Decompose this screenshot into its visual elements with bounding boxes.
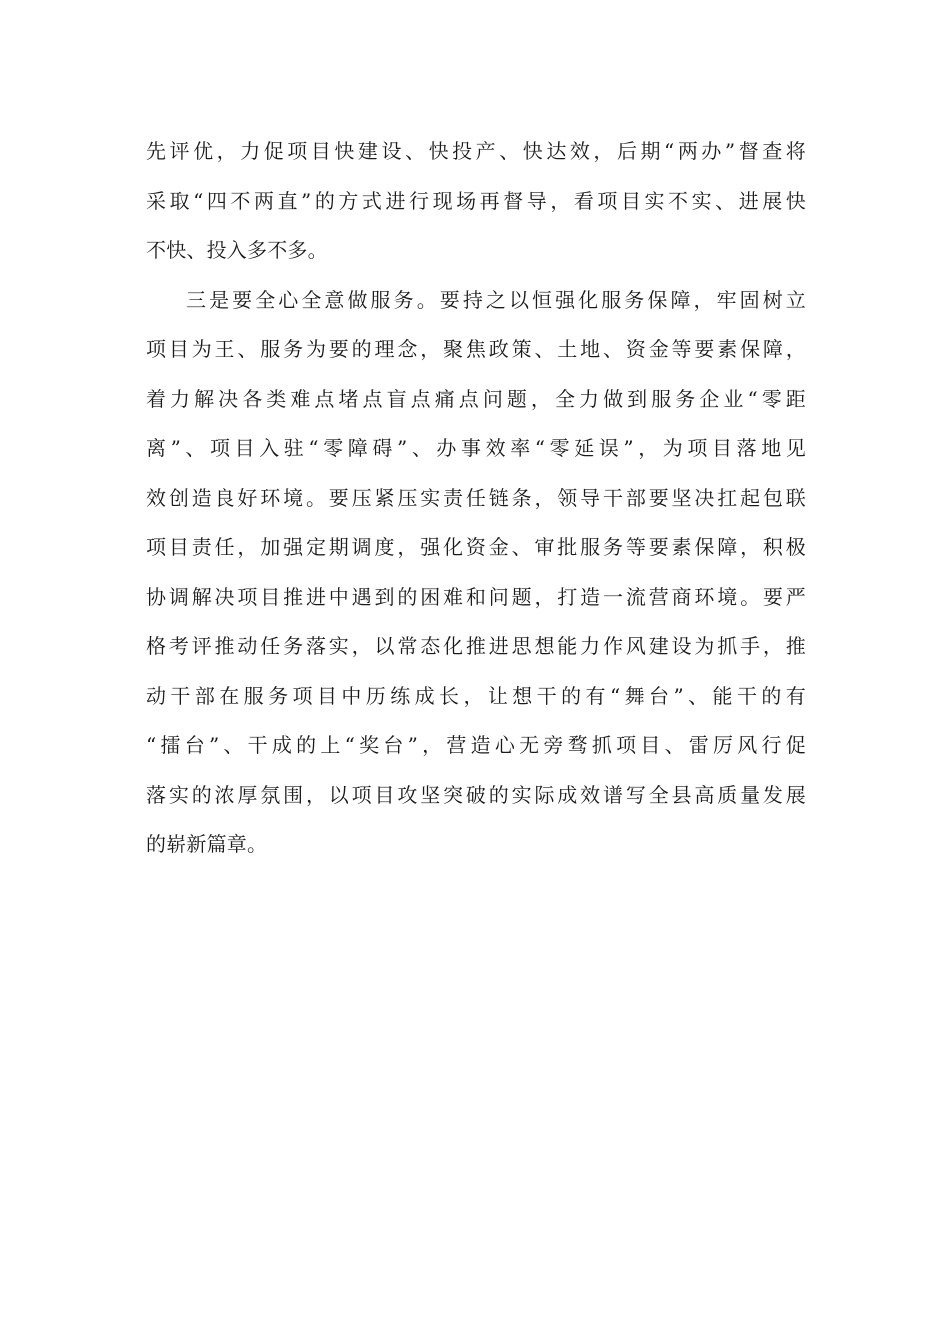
paragraph-line: 协调解决项目推进中遇到的困难和问题，打造一流营商环境。要严 bbox=[146, 584, 806, 609]
paragraph-line: 落实的浓厚氛围，以项目攻坚突破的实际成效谱写全县高质量发展 bbox=[146, 782, 806, 807]
paragraph-line: 的崭新篇章。 bbox=[146, 832, 268, 856]
body-text bbox=[146, 127, 806, 870]
paragraph-line: 着力解决各类难点堵点盲点痛点问题，全力做到服务企业“零距 bbox=[146, 386, 806, 411]
paragraph-2 bbox=[146, 276, 806, 870]
paragraph-1 bbox=[146, 127, 806, 276]
paragraph-line: 动干部在服务项目中历练成长，让想干的有“舞台”、能干的有 bbox=[146, 683, 806, 708]
paragraph-line: 采取“四不两直”的方式进行现场再督导，看项目实不实、进展快 bbox=[146, 188, 806, 213]
paragraph-line: 效创造良好环境。要压紧压实责任链条，领导干部要坚决扛起包联 bbox=[146, 485, 806, 510]
paragraph-line: 先评优，力促项目快建设、快投产、快达效，后期“两办”督查将 bbox=[146, 139, 806, 163]
paragraph-line: 离”、项目入驻“零障碍”、办事效率“零延误”，为项目落地见 bbox=[146, 436, 806, 460]
paragraph-line: 项目为王、服务为要的理念，聚焦政策、土地、资金等要素保障， bbox=[146, 337, 806, 361]
paragraph-line: 格考评推动任务落实，以常态化推进思想能力作风建设为抓手，推 bbox=[146, 634, 806, 658]
paragraph-line: 不快、投入多不多。 bbox=[146, 238, 328, 262]
paragraph-line: 三是要全心全意做服务。要持之以恒强化服务保障，牢固树立 bbox=[186, 287, 806, 312]
paragraph-line: “擂台”、干成的上“奖台”，营造心无旁骛抓项目、雷厉风行促 bbox=[146, 733, 806, 757]
paragraph-line: 项目责任，加强定期调度，强化资金、审批服务等要素保障，积极 bbox=[146, 535, 806, 559]
